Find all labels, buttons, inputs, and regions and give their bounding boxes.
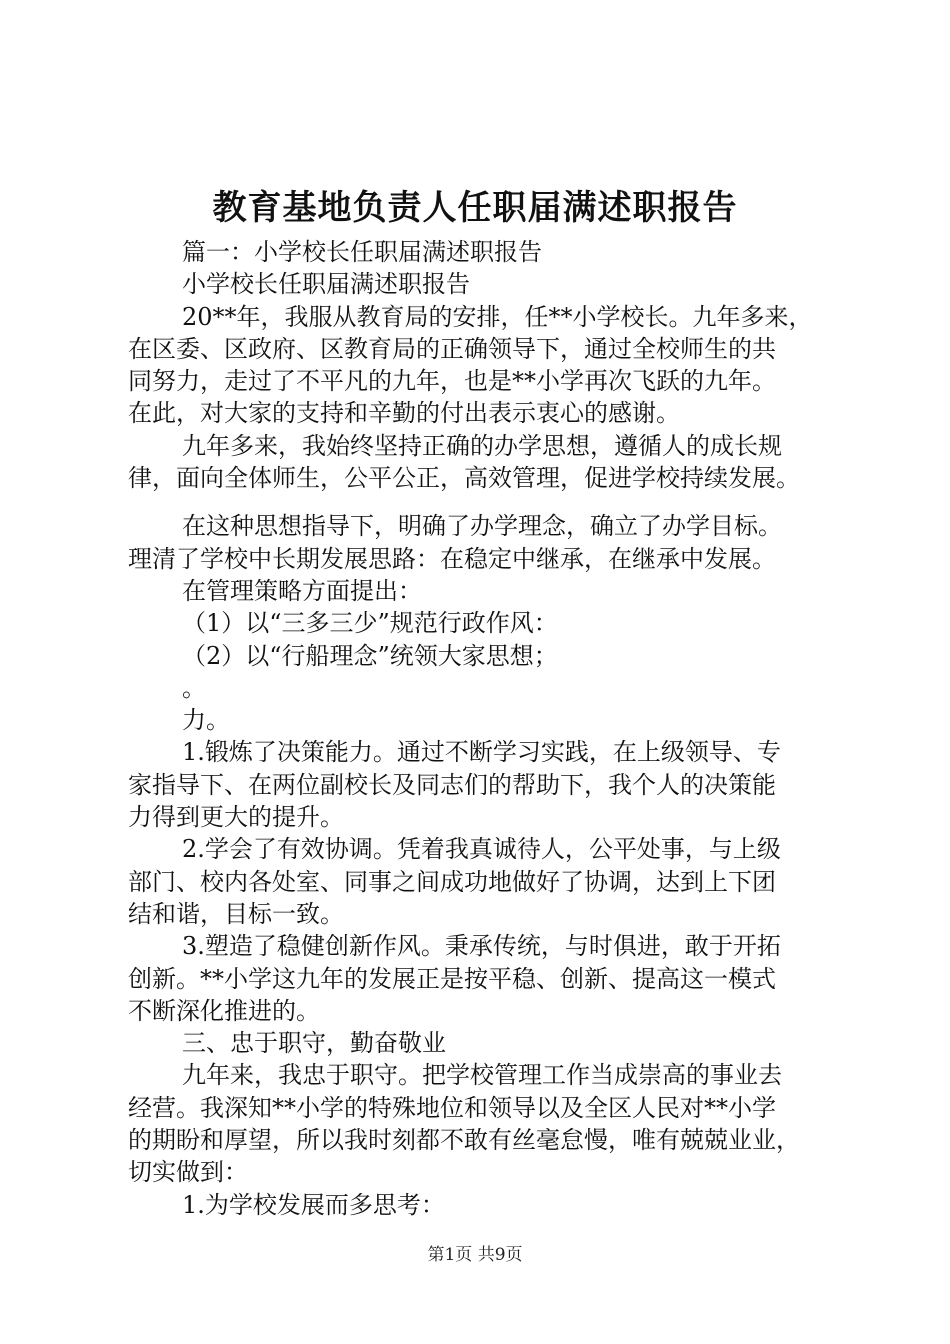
body-line: 在这种思想指导下，明确了办学理念，确立了办学目标。 <box>182 512 782 541</box>
body-line: 创新。**小学这九年的发展正是按平稳、创新、提高这一模式 <box>128 964 776 993</box>
body-line: 在区委、区政府、区教育局的正确领导下，通过全校师生的共 <box>128 334 776 363</box>
body-line: 在此，对大家的支持和辛勤的付出表示衷心的感谢。 <box>128 399 680 428</box>
body-line: 理清了学校中长期发展思路：在稳定中继承，在继承中发展。 <box>128 544 776 573</box>
body-line: 篇一：小学校长任职届满述职报告 <box>182 238 542 266</box>
body-line: （2）以“行船理念”统领大家思想； <box>182 641 558 670</box>
body-line: 切实做到： <box>128 1158 248 1187</box>
body-line: 经营。我深知**小学的特殊地位和领导以及全区人民对**小学 <box>128 1093 776 1122</box>
body-line: 九年多来，我始终坚持正确的办学思想，遵循人的成长规 <box>182 431 782 460</box>
body-line: 力得到更大的提升。 <box>128 803 344 832</box>
body-line: 。 <box>182 673 206 702</box>
body-line: 的期盼和厚望，所以我时刻都不敢有丝毫怠慢，唯有兢兢业业， <box>128 1126 800 1155</box>
document-title: 教育基地负责人任职届满述职报告 <box>212 188 738 228</box>
body-line: 小学校长任职届满述职报告 <box>182 270 470 299</box>
body-line: 不断深化推进的。 <box>128 996 320 1025</box>
body-line: （1）以“三多三少”规范行政作风： <box>182 609 558 638</box>
body-line: 2.学会了有效协调。凭着我真诚待人，公平处事，与上级 <box>182 835 781 864</box>
body-line: 九年来，我忠于职守。把学校管理工作当成崇高的事业去 <box>182 1061 782 1090</box>
body-line: 1.为学校发展而多思考： <box>182 1190 445 1219</box>
body-line: 在管理策略方面提出： <box>182 576 422 605</box>
body-line: 同努力，走过了不平凡的九年，也是**小学再次飞跃的九年。 <box>128 367 776 396</box>
body-line: 1.锻炼了决策能力。通过不断学习实践，在上级领导、专 <box>182 738 781 767</box>
body-line: 家指导下、在两位副校长及同志们的帮助下，我个人的决策能 <box>128 770 776 799</box>
body-line: 3.塑造了稳健创新作风。秉承传统，与时俱进，敢于开拓 <box>182 932 781 961</box>
document-body <box>128 236 848 1221</box>
body-line: 力。 <box>182 706 230 735</box>
body-line: 结和谐，目标一致。 <box>128 899 344 928</box>
body-line: 20**年，我服从教育局的安排，任**小学校长。九年多来， <box>182 302 813 331</box>
body-line: 律，面向全体师生，公平公正，高效管理，促进学校持续发展。 <box>128 464 800 493</box>
page-number: 第1页 共9页 <box>427 1245 523 1265</box>
section-heading: 三、忠于职守，勤奋敬业 <box>182 1029 446 1058</box>
body-line: 部门、校内各处室、同事之间成功地做好了协调，达到上下团 <box>128 867 776 896</box>
